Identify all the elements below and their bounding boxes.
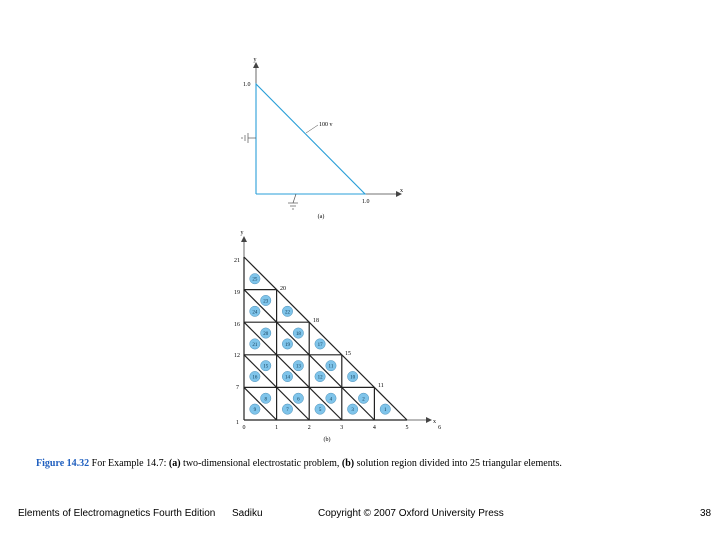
- footer-author: Sadiku: [232, 508, 263, 519]
- fig-b-y-axis-label: y: [240, 230, 244, 236]
- element-number: 3: [351, 408, 354, 414]
- ground-icon: [288, 194, 298, 209]
- element-number: 10: [350, 375, 356, 381]
- element-markers: [250, 274, 391, 415]
- fig-b-x-ticks: [243, 425, 442, 431]
- fig-a-x-axis-label: x: [400, 188, 403, 194]
- fig-b-x-axis-label: x: [433, 419, 436, 425]
- x-tick-label: 4: [372, 425, 376, 431]
- element-number: 12: [317, 375, 323, 381]
- element-number: 7: [286, 408, 289, 414]
- element-number: 15: [263, 364, 269, 370]
- caption-text-1: For Example 14.7:: [89, 458, 169, 469]
- caption-figure-number: Figure 14.32: [36, 458, 90, 469]
- x-tick-label: 5: [405, 425, 409, 431]
- footer-copyright: Copyright © 2007 Oxford University Press: [318, 508, 504, 519]
- figure-a: [242, 57, 403, 220]
- x-tick-label: 1: [275, 425, 279, 431]
- node-label-19: 19: [234, 290, 240, 296]
- fig-a-y-axis-label: y: [253, 57, 257, 63]
- node-label-15: 15: [345, 351, 351, 357]
- figure-b: [234, 230, 441, 443]
- element-number: 13: [295, 364, 301, 370]
- element-number: 20: [263, 332, 269, 338]
- x-tick-label: 0: [242, 425, 246, 431]
- node-label-18: 18: [313, 318, 319, 324]
- element-number: 22: [284, 310, 290, 316]
- element-number: 16: [252, 375, 258, 381]
- caption-text-3: solution region divided into 25 triangular elements.: [354, 458, 562, 469]
- element-number: 6: [297, 397, 300, 403]
- fig-b-x-arrow: [426, 417, 432, 423]
- node-label-16: 16: [234, 322, 240, 328]
- x-tick-label: 6: [438, 425, 442, 431]
- caption-part-a: (a): [168, 458, 181, 469]
- caption-part-b: (b): [341, 458, 355, 469]
- caption-text-2: two-dimensional electrostatic problem,: [180, 458, 342, 469]
- footer-book-title: Elements of Electromagnetics Fourth Edition: [18, 508, 216, 519]
- element-number: 4: [329, 397, 333, 403]
- fig-a-boundary: [256, 84, 365, 194]
- element-number: 11: [328, 364, 334, 370]
- ground-icon: [242, 133, 256, 143]
- element-number: 9: [253, 408, 257, 414]
- element-number: 8: [264, 397, 267, 403]
- element-number: 21: [252, 342, 258, 348]
- fig-a-y-tick: 1.0: [243, 82, 251, 88]
- element-number: 17: [317, 342, 323, 348]
- x-tick-label: 2: [307, 425, 311, 431]
- fig-a-leader-line: [306, 125, 318, 133]
- node-label-11: 11: [378, 383, 384, 389]
- mesh-diagonal-line: [244, 387, 277, 420]
- node-label-12: 12: [234, 353, 240, 359]
- figure-caption: [36, 458, 696, 469]
- node-label-20: 20: [280, 286, 286, 292]
- element-number: 1: [384, 408, 387, 414]
- element-number: 19: [284, 342, 290, 348]
- element-number: 23: [263, 299, 269, 305]
- element-number: 18: [295, 332, 301, 338]
- footer-page-number: 38: [700, 508, 712, 519]
- fig-a-panel-label: (a): [317, 214, 325, 220]
- element-number: 2: [362, 397, 365, 403]
- fig-b-y-arrow: [241, 236, 247, 242]
- fig-b-panel-label: (b): [323, 437, 331, 443]
- element-number: 25: [252, 277, 258, 283]
- element-number: 24: [252, 310, 258, 316]
- element-number: 14: [284, 375, 290, 381]
- node-label-7: 7: [236, 385, 239, 391]
- fig-a-x-tick: 1.0: [362, 199, 370, 205]
- fig-a-potential-label: 100 v: [319, 122, 333, 128]
- x-tick-label: 3: [340, 425, 344, 431]
- element-number: 5: [318, 408, 322, 414]
- node-label-1: 1: [236, 420, 239, 426]
- node-label-21: 21: [234, 258, 240, 264]
